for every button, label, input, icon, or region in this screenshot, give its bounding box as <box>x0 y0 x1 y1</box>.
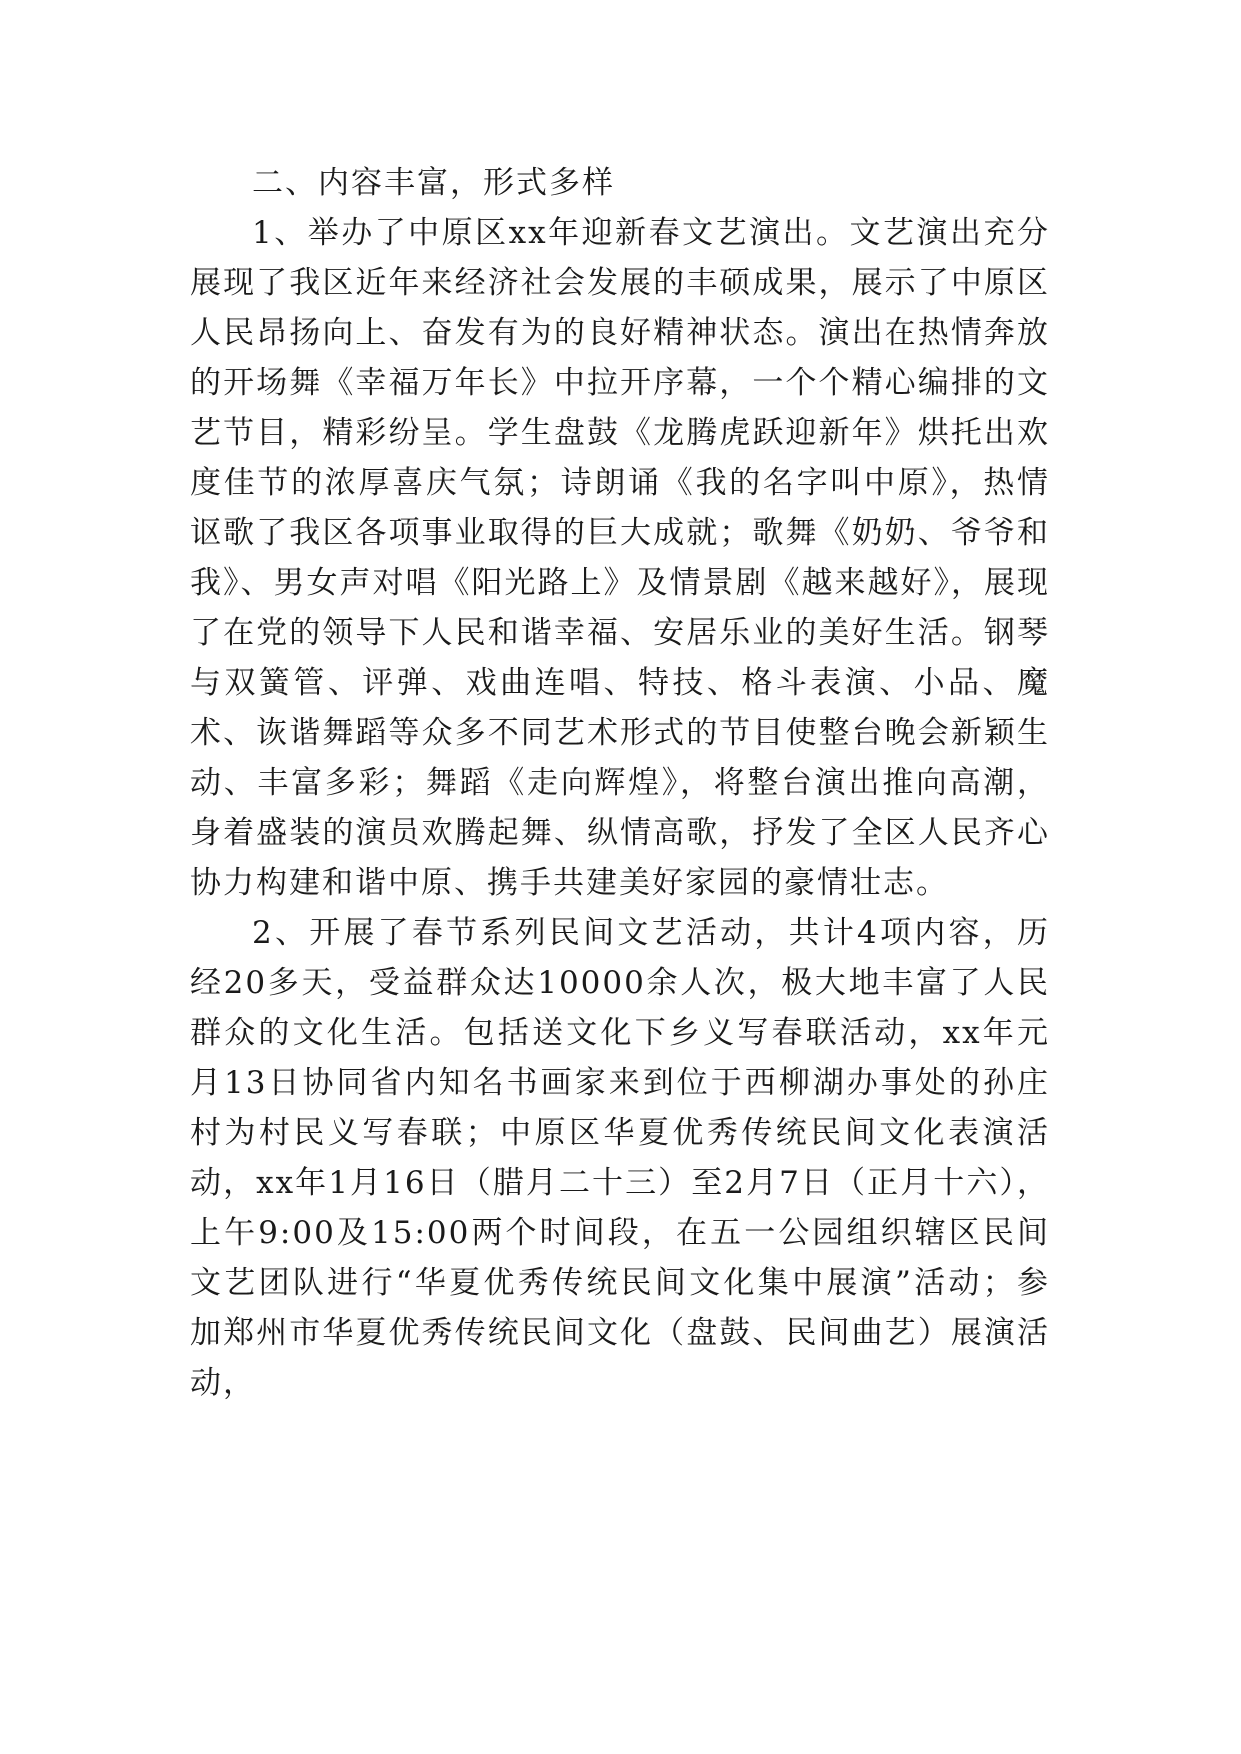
section-heading: 二、内容丰富，形式多样 <box>252 165 615 201</box>
document-body <box>190 158 1050 1408</box>
paragraph-2: 2、开展了春节系列民间文艺活动，共计4项内容，历经20多天，受益群众达10000余人次，极大地丰富了人民群众的文化生活。包括送文化下乡义写春联活动，xx年元月13日协同省内知名书画家来到位于西柳湖办事处的孙庄村为村民义写春联；中原区华夏优秀传统民间文化表演活动，xx年1月16日（腊月二十三）至2月7日（正月十六），上午9:00及15:00两个时间段，在五一公园组织辖区民间文艺团队进行“华夏优秀传统民间文化集中展演”活动；参加郑州市华夏优秀传统民间文化（盘鼓、民间曲艺）展演活动， <box>190 915 1050 1401</box>
paragraph-1: 1、举办了中原区xx年迎新春文艺演出。文艺演出充分展现了我区近年来经济社会发展的丰硕成果，展示了中原区人民昂扬向上、奋发有为的良好精神状态。演出在热情奔放的开场舞《幸福万年长》中拉开序幕，一个个精心编排的文艺节目，精彩纷呈。学生盘鼓《龙腾虎跃迎新年》烘托出欢度佳节的浓厚喜庆气氛；诗朗诵《我的名字叫中原》，热情讴歌了我区各项事业取得的巨大成就；歌舞《奶奶、爷爷和我》、男女声对唱《阳光路上》及情景剧《越来越好》，展现了在党的领导下人民和谐幸福、安居乐业的美好生活。钢琴与双簧管、评弹、戏曲连唱、特技、格斗表演、小品、魔术、诙谐舞蹈等众多不同艺术形式的节目使整台晚会新颖生动、丰富多彩；舞蹈《走向辉煌》，将整台演出推向高潮，身着盛装的演员欢腾起舞、纵情高歌，抒发了全区人民齐心协力构建和谐中原、携手共建美好家园的豪情壮志。 <box>190 215 1050 901</box>
